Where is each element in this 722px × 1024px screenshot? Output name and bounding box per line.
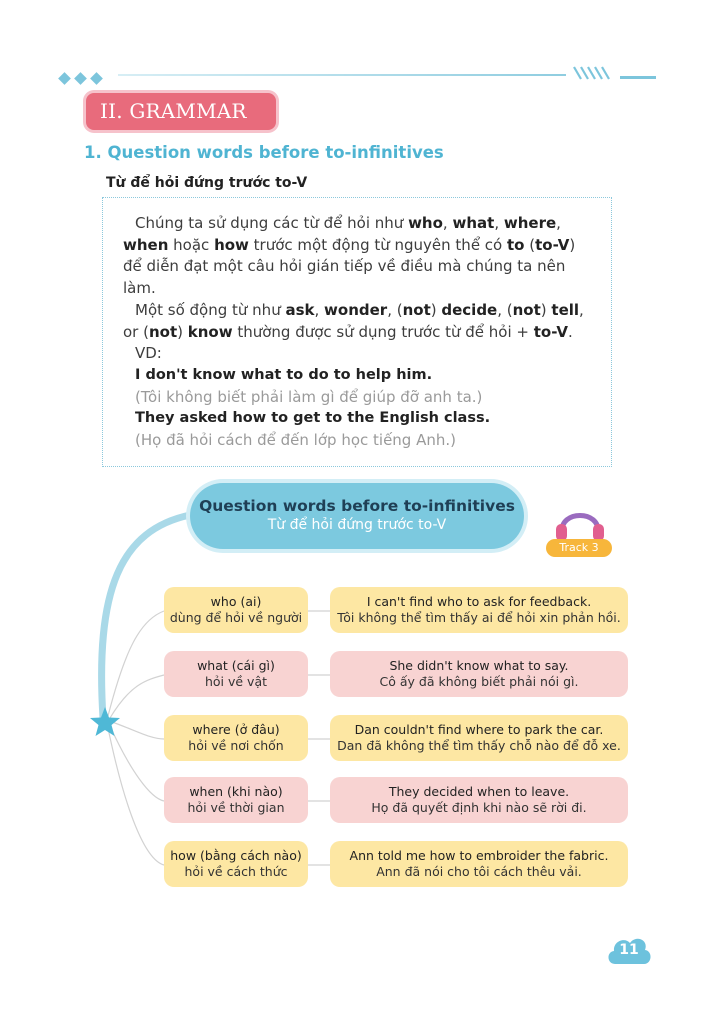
star-icon: [88, 705, 122, 739]
page-number: 11: [619, 942, 639, 958]
header-diamonds: [60, 68, 108, 87]
example-sentence-card: [330, 777, 628, 823]
question-word-meaning: hỏi về thời gian: [187, 800, 285, 815]
example-1-vietnamese: (Tôi không biết phải làm gì để giúp đỡ anh ta.): [135, 388, 483, 406]
audio-track-badge[interactable]: Track 3: [546, 539, 612, 557]
question-word-card: [164, 841, 308, 887]
example-2-english: They asked how to get to the English class.: [135, 410, 491, 426]
example-2-vietnamese: (Họ đã hỏi cách để đến lớp học tiếng Anh.): [135, 431, 456, 449]
example-sentence-english: I can't find who to ask for feedback.: [366, 594, 592, 609]
section-heading: 1. Question words before to-infinitives: [84, 143, 444, 162]
header-line: [118, 74, 566, 76]
example-sentence-vietnamese: Ann đã nói cho tôi cách thêu vải.: [376, 864, 582, 879]
question-word: when (khi nào): [189, 784, 283, 799]
question-word-meaning: hỏi về vật: [204, 674, 268, 689]
example-sentence-english: Dan couldn't find where to park the car.: [354, 722, 604, 737]
mindmap-title-vietnamese: Từ để hỏi đứng trước to-V: [267, 517, 447, 533]
header-hatch-decoration: [572, 66, 614, 80]
question-word-meaning: dùng để hỏi về người: [169, 610, 303, 625]
question-word-card: [164, 587, 308, 633]
example-sentence-vietnamese: Họ đã quyết định khi nào sẽ rời đi.: [371, 800, 587, 815]
example-sentence-card: [330, 651, 628, 697]
explanation-box: [102, 197, 612, 467]
example-sentence-english: They decided when to leave.: [388, 784, 570, 799]
question-word-card: [164, 715, 308, 761]
example-sentence-card: [330, 587, 628, 633]
example-sentence-vietnamese: Dan đã không thể tìm thấy chỗ nào để đỗ xe.: [337, 738, 621, 753]
question-word: what (cái gì): [197, 658, 275, 673]
example-sentence-card: [330, 715, 628, 761]
explanation-paragraph-2: Một số động từ như ask, wonder, (not) decide, (not) tell, or (not) know thường được sử dụng trước từ để hỏi + to-V.: [123, 301, 584, 341]
question-word-meaning: hỏi về cách thức: [184, 864, 288, 879]
question-word-card: [164, 651, 308, 697]
example-sentence-english: Ann told me how to embroider the fabric.: [349, 848, 609, 863]
example-sentence-card: [330, 841, 628, 887]
question-word: how (bằng cách nào): [170, 848, 302, 863]
question-word-meaning: hỏi về nơi chốn: [188, 738, 284, 753]
question-word: where (ở đâu): [192, 722, 280, 737]
header-line-end: [620, 76, 656, 79]
question-word-card: [164, 777, 308, 823]
mindmap-title-english: Question words before to-infinitives: [199, 497, 515, 515]
example-1-english: I don't know what to do to help him.: [135, 367, 433, 383]
question-word: who (ai): [210, 594, 262, 609]
example-label: VD:: [135, 344, 162, 362]
section-subheading: Từ để hỏi đứng trước to-V: [106, 175, 308, 191]
example-sentence-vietnamese: Tôi không thể tìm thấy ai để hỏi xin phản hồi.: [337, 610, 621, 625]
section-label: II. GRAMMAR: [86, 93, 276, 130]
explanation-paragraph-1: Chúng ta sử dụng các từ để hỏi như who, what, where, when hoặc how trước một động từ nguyên thể có to (to-V) để diễn đạt một câu hỏi gián tiếp về điều mà chúng ta nên làm.: [123, 214, 576, 297]
example-sentence-english: She didn't know what to say.: [389, 658, 569, 673]
example-sentence-vietnamese: Cô ấy đã không biết phải nói gì.: [379, 674, 579, 689]
mindmap-title: [190, 483, 524, 549]
